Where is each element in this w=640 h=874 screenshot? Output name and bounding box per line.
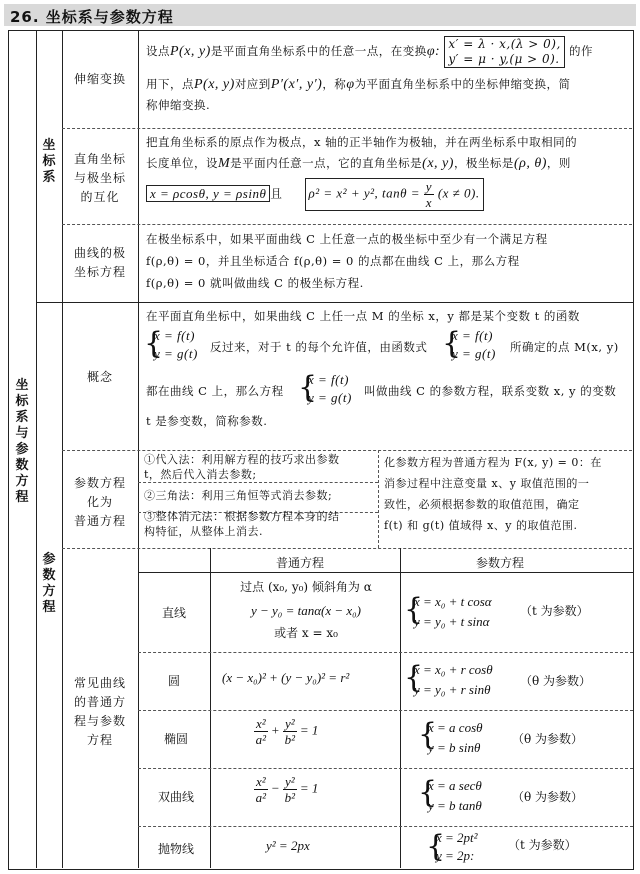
side-label-main: 坐 标 系 与 参 数 方 程 bbox=[15, 378, 29, 505]
row-divider bbox=[138, 652, 633, 653]
page-title: 26. 坐标系与参数方程 bbox=[10, 8, 174, 26]
col-divider bbox=[62, 30, 63, 868]
concept-text: 在平面直角坐标中，如果曲线 C 上任一点 M 的坐标 x，y 都是某个变数 t 的函数 { x = f(t) y = g(t) 反过来，对于 t 的每个允许值，由函数式 { x = f(t) y = g(t) 所确定的点 M(x, y) 都在曲线 C 上，那么方程 { x = f(t) y = g(t) 叫做曲线 C 的参数方程，联系变数 x, y 的变数 t 是参变数，简称参数. bbox=[144, 309, 619, 428]
curve-hyperbola-normal: $\frac{\text{x²}}{\text{a²}}$ − $\frac{\text{y²}}{\text{b²}}$ = 1 bbox=[255, 774, 319, 805]
curve-hyperbola-param: x = a secθ y = b tanθ bbox=[428, 778, 482, 813]
curve-hyperbola-name: 双曲线 bbox=[158, 790, 195, 804]
col-divider bbox=[400, 548, 401, 868]
brace-icon: { bbox=[418, 717, 438, 752]
label-polar-curve: 曲线的极 坐标方程 bbox=[73, 246, 126, 279]
stretch-text: 设点P(x, y)是平面直角坐标系中的任意一点，在变换φ: x′ = λ · x,(λ > 0), y′ = μ · y,(μ > 0). 的作 用下，点P(x, y)对应到P′(x′, y′)，称φ为平面直角坐标系中的坐标伸缩变换，简 称伸缩变换. bbox=[146, 37, 593, 112]
curve-parabola-param-note: （t 为参数） bbox=[508, 838, 577, 852]
curve-circle-param-note: （θ 为参数） bbox=[520, 674, 592, 688]
row-divider bbox=[378, 450, 379, 548]
curve-parabola-param: x = 2pt² y = 2p: bbox=[436, 830, 478, 863]
section-divider bbox=[36, 302, 633, 303]
col-divider bbox=[210, 548, 211, 868]
curve-line-normal: 过点 (x₀, y₀) 倾斜角为 α y − y₀ = tanα(x − x₀) 或者 x = x₀ bbox=[240, 580, 372, 640]
curve-ellipse-normal: $\frac{\text{x²}}{\text{a²}}$ + $\frac{\text{y²}}{\text{b²}}$ = 1 bbox=[255, 716, 319, 747]
col-divider bbox=[36, 30, 37, 868]
convert-methods: ①代入法：利用解方程的技巧求出参数 t，然后代入消去参数; ②三角法：利用三角恒等式消去参数; ③整体消元法：根据参数方程本身的结 构特征，从整体上消去. bbox=[144, 453, 340, 538]
row-divider bbox=[138, 826, 633, 827]
side-label-coord: 坐 标 系 bbox=[42, 138, 56, 185]
label-concept: 概念 bbox=[86, 370, 113, 384]
curve-ellipse-name: 椭圆 bbox=[164, 732, 189, 746]
curve-circle-normal: (x − x₀)² + (y − y₀)² = r² bbox=[222, 670, 350, 685]
header-param: 参数方程 bbox=[476, 556, 525, 570]
row-divider bbox=[62, 548, 632, 549]
curve-ellipse-param: x = a cosθ y = b sinθ bbox=[428, 720, 483, 755]
label-convert: 参数方程 化为 普通方程 bbox=[73, 476, 126, 528]
curve-line-param: x = x₀ + t cosα y = y₀ + t sinα bbox=[414, 594, 492, 629]
brace-icon: { bbox=[404, 660, 424, 695]
row-divider bbox=[62, 224, 632, 225]
curve-line-name: 直线 bbox=[162, 606, 187, 620]
brace-icon: { bbox=[426, 829, 446, 864]
brace-icon: { bbox=[418, 775, 438, 810]
polar-curve-text: 在极坐标系中，如果平面曲线 C 上任意一点的极坐标中至少有一个满足方程 f(ρ,θ) = 0，并且坐标适合 f(ρ,θ) = 0 的点都在曲线 C 上，那么方程 f(ρ,θ) = 0 就叫做曲线 C 的极坐标方程. bbox=[146, 232, 548, 290]
row-divider bbox=[138, 710, 633, 711]
row-divider bbox=[62, 450, 632, 451]
row-divider bbox=[138, 768, 633, 769]
header-normal: 普通方程 bbox=[276, 556, 325, 570]
convert-note: 化参数方程为普通方程为 F(x, y) = 0：在 消参过程中注意变量 x、y 取值范围的一 致性，必须根据参数的取值范围，确定 f(t) 和 g(t) 值域得 x、y 的取值范围. bbox=[384, 456, 602, 532]
brace-icon: { bbox=[404, 592, 424, 627]
curve-parabola-name: 抛物线 bbox=[158, 842, 195, 856]
curve-ellipse-param-note: （θ 为参数） bbox=[512, 732, 584, 746]
col-divider bbox=[138, 30, 139, 868]
label-polar: 直角坐标 与极坐标 的互化 bbox=[73, 152, 126, 204]
label-stretch: 伸缩变换 bbox=[73, 72, 126, 86]
row-divider bbox=[62, 128, 632, 129]
curve-circle-param: x = x₀ + r cosθ y = y₀ + r sinθ bbox=[414, 662, 493, 697]
curve-hyperbola-param-note: （θ 为参数） bbox=[512, 790, 584, 804]
row-divider bbox=[138, 572, 633, 573]
curve-line-param-note: （t 为参数） bbox=[520, 604, 589, 618]
curve-parabola-normal: y² = 2px bbox=[266, 838, 310, 853]
polar-text: 把直角坐标系的原点作为极点，x 轴的正半轴作为极轴，并在两坐标系中取相同的 长度单位，设M是平面内任意一点，它的直角坐标是(x, y)，极坐标是(ρ, θ)，则 x = ρcosθ, y = ρsinθ 且 ρ² = x² + y², tanθ = $\frac{y}{x}$ (x ≠ 0). bbox=[146, 135, 578, 210]
side-label-param: 参 数 方 程 bbox=[42, 552, 56, 615]
curve-circle-name: 圆 bbox=[168, 674, 181, 688]
label-common: 常见曲线 的普通方 程与参数 方程 bbox=[73, 676, 126, 747]
